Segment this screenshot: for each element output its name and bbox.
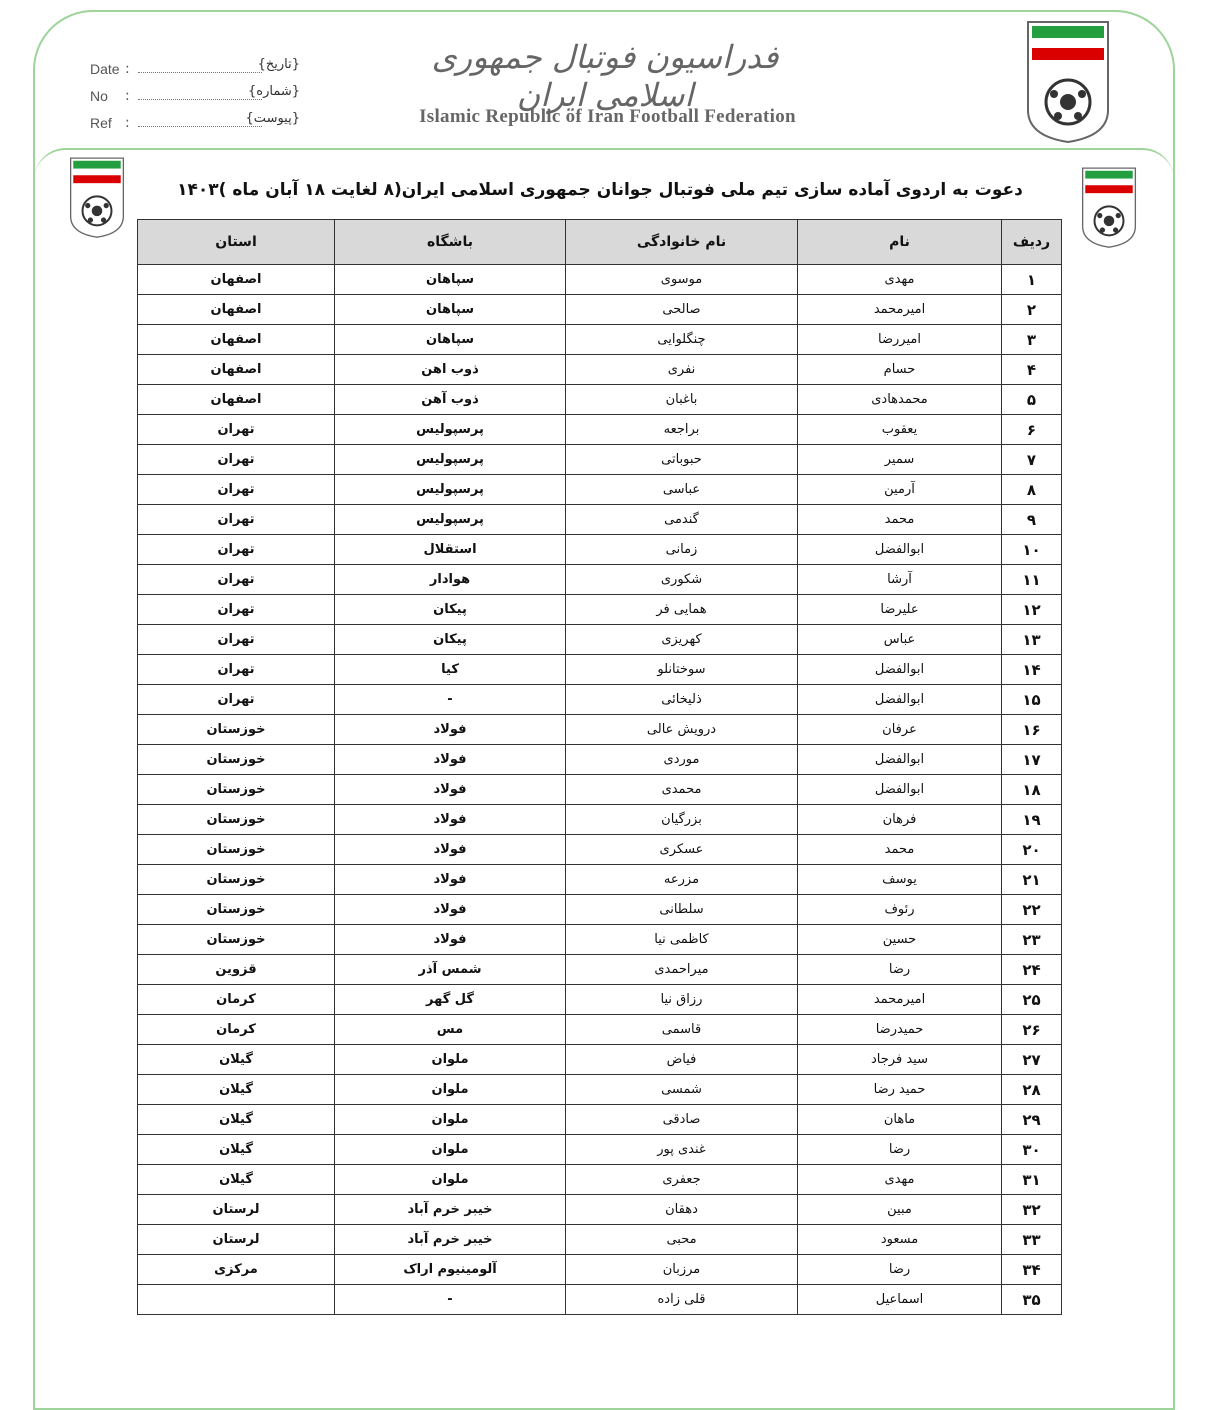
col-header-first-name: نام (798, 220, 1002, 265)
meta-dots (138, 72, 262, 73)
first-name: رضا (798, 1135, 1002, 1165)
table-header-row (138, 220, 1062, 265)
last-name: چنگلوایی (566, 325, 798, 355)
meta-label: Date (90, 61, 120, 77)
province-name: اصفهان (138, 385, 335, 415)
province-name: اصفهان (138, 265, 335, 295)
last-name: رزاق نیا (566, 985, 798, 1015)
last-name: مرزبان (566, 1255, 798, 1285)
club-name: ملوان (335, 1105, 566, 1135)
club-name: پرسپولیس (335, 415, 566, 445)
meta-dots (138, 126, 262, 127)
col-header-club: باشگاه (335, 220, 566, 265)
table-row (138, 295, 1062, 325)
province-name: خوزستان (138, 865, 335, 895)
row-number: ۲۸ (1002, 1075, 1062, 1105)
roster-body (138, 265, 1062, 1315)
club-name: فولاد (335, 715, 566, 745)
club-name: پیکان (335, 625, 566, 655)
meta-label: Ref (90, 115, 112, 131)
table-row (138, 1045, 1062, 1075)
province-name: لرستان (138, 1225, 335, 1255)
club-name: - (335, 685, 566, 715)
last-name: زمانی (566, 535, 798, 565)
club-name: - (335, 1285, 566, 1315)
col-header-num: ردیف (1002, 220, 1062, 265)
club-name: ملوان (335, 1135, 566, 1165)
province-name: خوزستان (138, 895, 335, 925)
last-name: قلی زاده (566, 1285, 798, 1315)
first-name: رئوف (798, 895, 1002, 925)
row-number: ۱۲ (1002, 595, 1062, 625)
table-row (138, 595, 1062, 625)
table-row (138, 745, 1062, 775)
meta-dots (138, 99, 262, 100)
first-name: حسام (798, 355, 1002, 385)
row-number: ۱۵ (1002, 685, 1062, 715)
first-name: ماهان (798, 1105, 1002, 1135)
row-number: ۴ (1002, 355, 1062, 385)
table-row (138, 625, 1062, 655)
row-number: ۱۳ (1002, 625, 1062, 655)
table-row (138, 385, 1062, 415)
club-name: گل گهر (335, 985, 566, 1015)
row-number: ۱۸ (1002, 775, 1062, 805)
province-name: تهران (138, 625, 335, 655)
first-name: حمید رضا (798, 1075, 1002, 1105)
province-name: گیلان (138, 1135, 335, 1165)
table-row (138, 535, 1062, 565)
first-name: مهدی (798, 1165, 1002, 1195)
row-number: ۶ (1002, 415, 1062, 445)
province-name: گیلان (138, 1045, 335, 1075)
province-name: خوزستان (138, 775, 335, 805)
province-name: مرکزی (138, 1255, 335, 1285)
table-row (138, 1165, 1062, 1195)
province-name (138, 1285, 335, 1315)
first-name: سمیر (798, 445, 1002, 475)
first-name: حمیدرضا (798, 1015, 1002, 1045)
province-name: تهران (138, 535, 335, 565)
club-name: آلومینیوم اراک (335, 1255, 566, 1285)
row-number: ۲۳ (1002, 925, 1062, 955)
province-name: تهران (138, 685, 335, 715)
first-name: حسین (798, 925, 1002, 955)
row-number: ۳۴ (1002, 1255, 1062, 1285)
province-name: گیلان (138, 1165, 335, 1195)
table-row (138, 505, 1062, 535)
first-name: ابوالفضل (798, 745, 1002, 775)
last-name: دهقان (566, 1195, 798, 1225)
last-name: گندمی (566, 505, 798, 535)
last-name: کهریزی (566, 625, 798, 655)
club-name: پرسپولیس (335, 505, 566, 535)
table-row (138, 1015, 1062, 1045)
province-name: کرمان (138, 985, 335, 1015)
row-number: ۳۲ (1002, 1195, 1062, 1225)
meta-label: No (90, 88, 108, 104)
first-name: ابوالفضل (798, 775, 1002, 805)
first-name: عباس (798, 625, 1002, 655)
club-name: استقلال (335, 535, 566, 565)
province-name: خوزستان (138, 805, 335, 835)
row-number: ۸ (1002, 475, 1062, 505)
table-row (138, 355, 1062, 385)
club-name: فولاد (335, 895, 566, 925)
table-row (138, 1105, 1062, 1135)
row-number: ۳۵ (1002, 1285, 1062, 1315)
col-header-last-name: نام خانوادگی (566, 220, 798, 265)
federation-name-en: Islamic Republic of Iran Football Federation (419, 106, 796, 127)
province-name: اصفهان (138, 355, 335, 385)
first-name: ابوالفضل (798, 685, 1002, 715)
club-name: فولاد (335, 775, 566, 805)
table-row (138, 775, 1062, 805)
club-name: سپاهان (335, 295, 566, 325)
last-name: باغبان (566, 385, 798, 415)
first-name: ابوالفضل (798, 655, 1002, 685)
last-name: میراحمدی (566, 955, 798, 985)
last-name: همایی فر (566, 595, 798, 625)
table-row (138, 325, 1062, 355)
row-number: ۲۱ (1002, 865, 1062, 895)
table-row (138, 445, 1062, 475)
row-number: ۱۷ (1002, 745, 1062, 775)
last-name: محبی (566, 1225, 798, 1255)
club-name: ذوب اهن (335, 355, 566, 385)
club-name: مس (335, 1015, 566, 1045)
province-name: اصفهان (138, 325, 335, 355)
last-name: سلطانی (566, 895, 798, 925)
last-name: مزرعه (566, 865, 798, 895)
club-name: فولاد (335, 865, 566, 895)
row-number: ۱۱ (1002, 565, 1062, 595)
table-row (138, 415, 1062, 445)
row-number: ۱۰ (1002, 535, 1062, 565)
row-number: ۲۲ (1002, 895, 1062, 925)
table-row (138, 715, 1062, 745)
meta-colon: : (125, 115, 130, 131)
first-name: امیرمحمد (798, 295, 1002, 325)
table-row (138, 1135, 1062, 1165)
province-name: خوزستان (138, 715, 335, 745)
first-name: رضا (798, 1255, 1002, 1285)
club-name: ملوان (335, 1165, 566, 1195)
first-name: یعقوب (798, 415, 1002, 445)
province-name: گیلان (138, 1075, 335, 1105)
first-name: آرمین (798, 475, 1002, 505)
last-name: موسوی (566, 265, 798, 295)
last-name: موردی (566, 745, 798, 775)
province-name: قزوین (138, 955, 335, 985)
row-number: ۹ (1002, 505, 1062, 535)
header-divider (34, 148, 1174, 180)
federation-emblem-right-icon (1080, 160, 1138, 254)
meta-fa-label: {تاریخ} (257, 57, 300, 72)
province-name: گیلان (138, 1105, 335, 1135)
last-name: شکوری (566, 565, 798, 595)
first-name: امیررضا (798, 325, 1002, 355)
province-name: خوزستان (138, 925, 335, 955)
first-name: مسعود (798, 1225, 1002, 1255)
row-number: ۱ (1002, 265, 1062, 295)
last-name: شمسی (566, 1075, 798, 1105)
row-number: ۲۴ (1002, 955, 1062, 985)
federation-emblem-left-icon (68, 150, 126, 244)
last-name: بزرگیان (566, 805, 798, 835)
meta-colon: : (125, 61, 130, 77)
club-name: پرسپولیس (335, 475, 566, 505)
first-name: سید فرجاد (798, 1045, 1002, 1075)
province-name: خوزستان (138, 745, 335, 775)
meta-date-row (90, 55, 310, 82)
row-number: ۲۰ (1002, 835, 1062, 865)
document-title: دعوت به اردوی آماده سازی تیم ملی فوتبال جوانان جمهوری اسلامی ایران(۸ لغایت ۱۸ آبان ماه )۱۴۰۳ (177, 180, 1023, 200)
last-name: درویش عالی (566, 715, 798, 745)
province-name: لرستان (138, 1195, 335, 1225)
table-row (138, 985, 1062, 1015)
last-name: جعفری (566, 1165, 798, 1195)
club-name: پرسپولیس (335, 445, 566, 475)
last-name: کاظمی نیا (566, 925, 798, 955)
last-name: نفری (566, 355, 798, 385)
federation-emblem-icon (1024, 18, 1112, 144)
table-row (138, 265, 1062, 295)
first-name: یوسف (798, 865, 1002, 895)
club-name: هوادار (335, 565, 566, 595)
row-number: ۲۶ (1002, 1015, 1062, 1045)
club-name: فولاد (335, 745, 566, 775)
province-name: تهران (138, 445, 335, 475)
table-row (138, 565, 1062, 595)
row-number: ۳ (1002, 325, 1062, 355)
letter-meta (90, 55, 310, 136)
first-name: مبین (798, 1195, 1002, 1225)
table-row (138, 865, 1062, 895)
table-row (138, 925, 1062, 955)
last-name: سوختانلو (566, 655, 798, 685)
first-name: عرفان (798, 715, 1002, 745)
row-number: ۲۵ (1002, 985, 1062, 1015)
first-name: فرهان (798, 805, 1002, 835)
row-number: ۱۹ (1002, 805, 1062, 835)
province-name: تهران (138, 475, 335, 505)
table-row (138, 895, 1062, 925)
province-name: تهران (138, 415, 335, 445)
club-name: سپاهان (335, 325, 566, 355)
club-name: ملوان (335, 1075, 566, 1105)
first-name: ابوالفضل (798, 535, 1002, 565)
first-name: محمد (798, 835, 1002, 865)
club-name: فولاد (335, 835, 566, 865)
meta-fa-label: {شماره} (248, 84, 300, 99)
club-name: ذوب آهن (335, 385, 566, 415)
table-row (138, 685, 1062, 715)
last-name: فیاض (566, 1045, 798, 1075)
table-row (138, 1195, 1062, 1225)
province-name: اصفهان (138, 295, 335, 325)
table-row (138, 1285, 1062, 1315)
club-name: کیا (335, 655, 566, 685)
meta-fa-label: {پیوست} (245, 111, 300, 126)
club-name: شمس آذر (335, 955, 566, 985)
first-name: محمدهادی (798, 385, 1002, 415)
table-row (138, 805, 1062, 835)
club-name: پیکان (335, 595, 566, 625)
first-name: امیرمحمد (798, 985, 1002, 1015)
last-name: عباسی (566, 475, 798, 505)
province-name: کرمان (138, 1015, 335, 1045)
club-name: ملوان (335, 1045, 566, 1075)
row-number: ۳۱ (1002, 1165, 1062, 1195)
col-header-province: استان (138, 220, 335, 265)
last-name: غندی پور (566, 1135, 798, 1165)
table-row (138, 1255, 1062, 1285)
province-name: تهران (138, 595, 335, 625)
province-name: تهران (138, 565, 335, 595)
last-name: محمدی (566, 775, 798, 805)
first-name: محمد (798, 505, 1002, 535)
first-name: اسماعیل (798, 1285, 1002, 1315)
row-number: ۲ (1002, 295, 1062, 325)
table-row (138, 835, 1062, 865)
province-name: تهران (138, 505, 335, 535)
last-name: حبوباتی (566, 445, 798, 475)
federation-name-fa: فدراسیون فوتبال جمهوری اسلامی ایران (431, 38, 779, 114)
first-name: رضا (798, 955, 1002, 985)
club-name: خیبر خرم آباد (335, 1225, 566, 1255)
meta-ref-row (90, 109, 310, 136)
meta-colon: : (125, 88, 130, 104)
first-name: آرشا (798, 565, 1002, 595)
club-name: فولاد (335, 805, 566, 835)
club-name: فولاد (335, 925, 566, 955)
table-row (138, 655, 1062, 685)
table-row (138, 1075, 1062, 1105)
last-name: عسکری (566, 835, 798, 865)
meta-no-row (90, 82, 310, 109)
last-name: براجعه (566, 415, 798, 445)
row-number: ۳۰ (1002, 1135, 1062, 1165)
last-name: قاسمی (566, 1015, 798, 1045)
first-name: علیرضا (798, 595, 1002, 625)
club-name: خیبر خرم آباد (335, 1195, 566, 1225)
row-number: ۵ (1002, 385, 1062, 415)
table-row (138, 1225, 1062, 1255)
last-name: ذلیخائی (566, 685, 798, 715)
row-number: ۳۳ (1002, 1225, 1062, 1255)
table-row (138, 475, 1062, 505)
row-number: ۷ (1002, 445, 1062, 475)
row-number: ۲۹ (1002, 1105, 1062, 1135)
province-name: خوزستان (138, 835, 335, 865)
roster-table (137, 219, 1062, 1315)
club-name: سپاهان (335, 265, 566, 295)
table-row (138, 955, 1062, 985)
last-name: صالحی (566, 295, 798, 325)
row-number: ۲۷ (1002, 1045, 1062, 1075)
row-number: ۱۴ (1002, 655, 1062, 685)
province-name: تهران (138, 655, 335, 685)
first-name: مهدی (798, 265, 1002, 295)
row-number: ۱۶ (1002, 715, 1062, 745)
last-name: صادقی (566, 1105, 798, 1135)
